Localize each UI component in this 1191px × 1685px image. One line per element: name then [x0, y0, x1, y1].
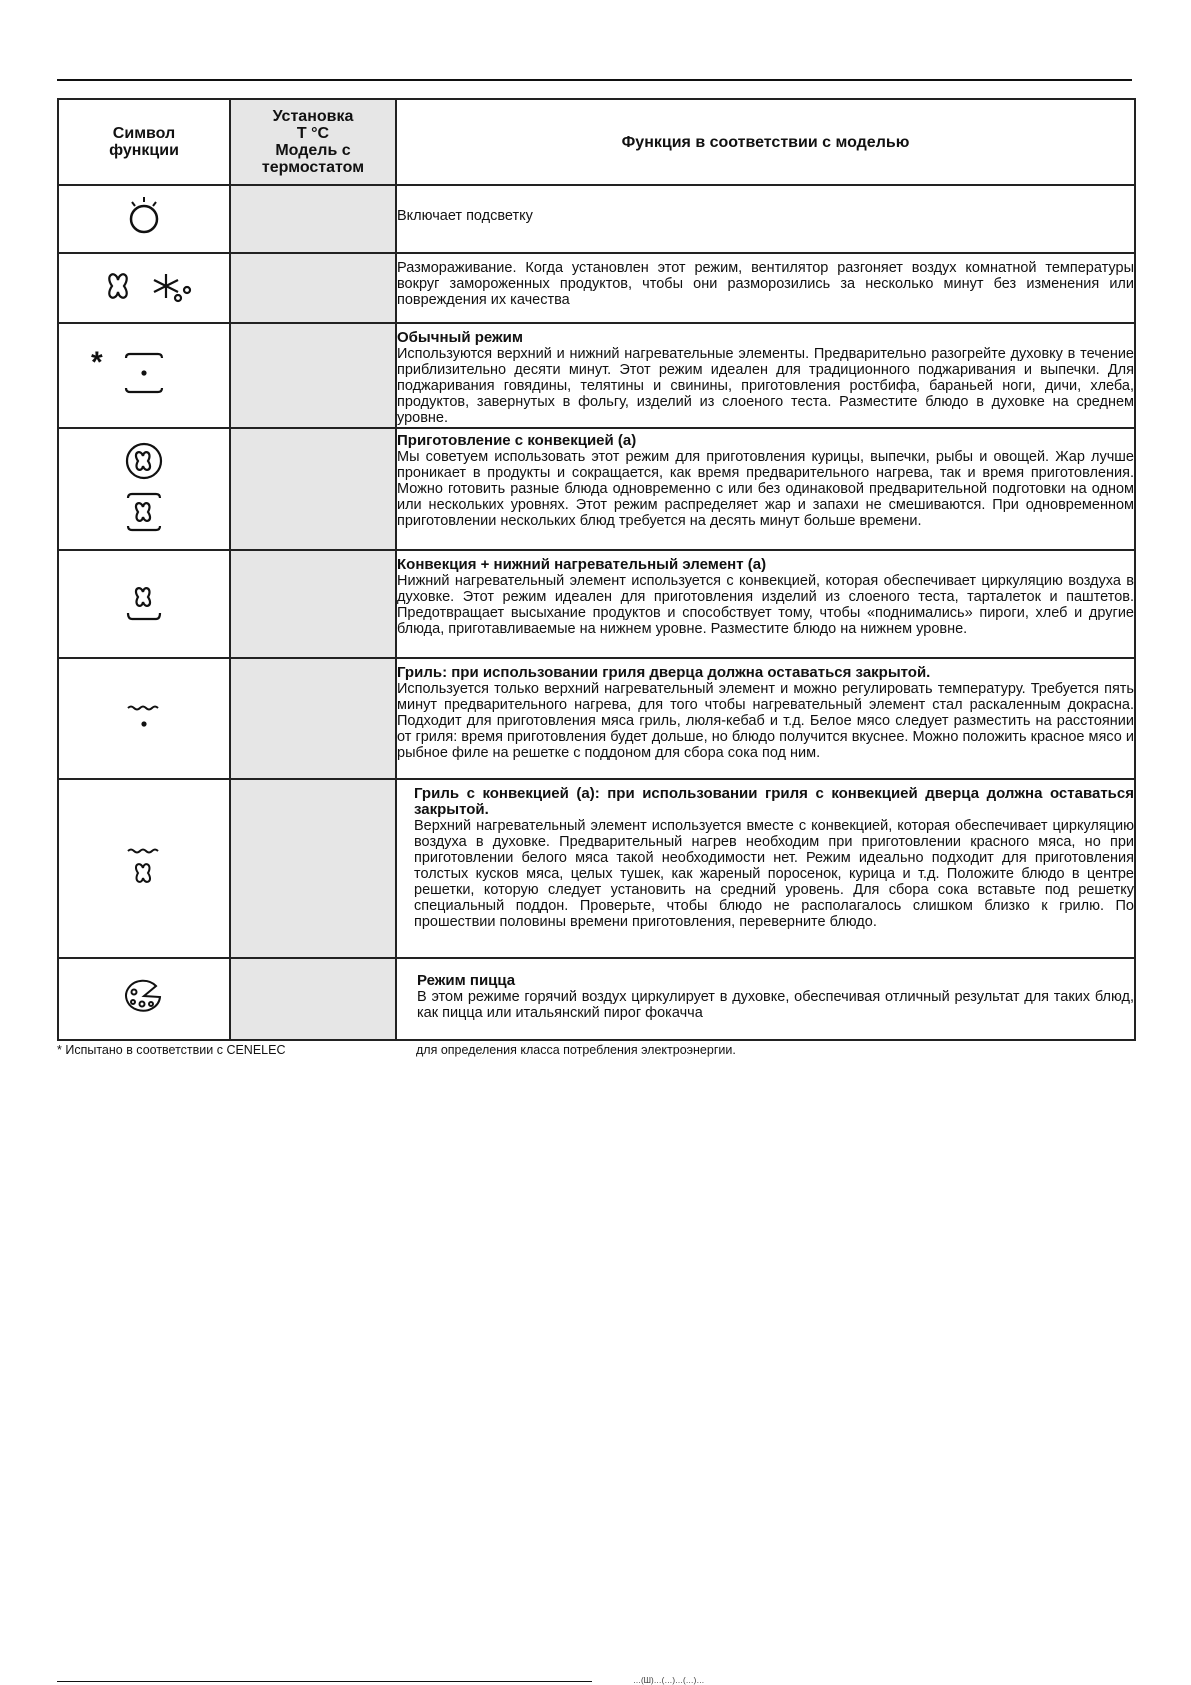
setting-cell [230, 779, 396, 958]
function-text: В этом режиме горячий воздух циркулирует в духовке, обеспечивая отличный результат для таких блюд, как пицца или итальянский пирог фокачча [417, 989, 1134, 1021]
function-title: Гриль: при использовании гриля дверца должна оставаться закрытой. [397, 664, 931, 681]
footnote-right: для определения класса потребления электроэнергии. [416, 1043, 736, 1057]
footnote-left: * Испытано в соответствии с CENELEC [57, 1043, 286, 1057]
asterisk-mark: * [91, 346, 103, 379]
function-title: Приготовление с конвекцией (a) [397, 432, 637, 449]
symbol-cell [58, 658, 230, 779]
function-cell [396, 550, 1135, 658]
fan-grill-icon [122, 841, 166, 891]
function-text: Размораживание. Когда установлен этот режим, вентилятор разгоняет воздух комнатной температуры вокруг замороженных продуктов, чтобы они разморозились за несколько минут без изменения или повреждения их качества [397, 260, 1134, 308]
symbol-cell [58, 323, 230, 428]
oven-modes-table [57, 98, 1136, 1041]
symbol-cell [58, 253, 230, 323]
function-title: Конвекция + нижний нагревательный элемент (a) [397, 556, 767, 573]
table-row [58, 779, 1135, 958]
pizza-icon [122, 977, 166, 1017]
page-bottom-text: …(Ш)…(…)…(…)… [633, 1676, 705, 1685]
function-cell [396, 185, 1135, 253]
function-text: Используется только верхний нагревательный элемент и можно регулировать температуру. Требуется пять минут предварительного нагрева, для того чтобы нагревательный элемент стал раскаленным докрасна. Подходит для приготовления мяса гриль, люля-кебаб и т.д. Белое мясо следует разместить на расстоянии от гриля: время приготовления будет дольше, но блюдо получится вкуснее. Можно положить красное мясо и рыбное филе на решетке с поддоном для сбора сока под ним. [397, 681, 1134, 761]
convection-icon [122, 437, 166, 537]
table-row [58, 658, 1135, 779]
function-text: Мы советуем использовать этот режим для приготовления курицы, выпечки, рыбы и овощей. Жар лучше проникает в продукты и сокращается, как время предварительного нагрева, так и время приготовления. Можно готовить разные блюда одновременно с или без одинаковой предварительной подготовки на одном или нескольких уровнях. Этот режим распределяет жар и запахи не смешиваются. При одновременном приготовлении нескольких блюд требуется на десять минут больше времени. [397, 449, 1134, 529]
convection-bottom-icon [122, 577, 166, 627]
setting-cell [230, 658, 396, 779]
symbol-cell [58, 428, 230, 550]
setting-cell [230, 185, 396, 253]
function-cell [396, 428, 1135, 550]
table-row [58, 323, 1135, 428]
lamp-icon [124, 195, 164, 239]
setting-cell [230, 428, 396, 550]
function-cell [396, 779, 1135, 958]
function-cell [396, 958, 1135, 1040]
symbol-cell [58, 958, 230, 1040]
symbol-cell [58, 779, 230, 958]
table-row [58, 185, 1135, 253]
setting-cell [230, 253, 396, 323]
function-title: Гриль с конвекцией (a): при использовании гриля с конвекцией дверца должна оставаться закрытой. [414, 785, 1134, 818]
header-symbol: Символ функции [58, 99, 230, 185]
table-row [58, 958, 1135, 1040]
function-cell [396, 253, 1135, 323]
setting-cell [230, 323, 396, 428]
setting-cell [230, 958, 396, 1040]
header-function: Функция в соответствии с моделью [396, 99, 1135, 185]
function-text: Включает подсветку [397, 208, 533, 224]
defrost-icon [94, 266, 194, 306]
table-row [58, 550, 1135, 658]
conventional-icon [122, 349, 166, 397]
function-text: Используются верхний и нижний нагревательные элементы. Предварительно разогрейте духовку в течение приблизительно десяти минут. Этот режим идеален для традиционного поджаривания и выпечки. Для поджаривания говядины, телятины и свинины, приготовления ростбифа, бараньей ноги, дичи, хлеба, продуктов, завернутых в фольгу, изделий из слоеного теста. Разместите блюдо в духовке на среднем уровне. [397, 346, 1134, 426]
function-text: Нижний нагревательный элемент используется с конвекцией, которая обеспечивает циркуляцию воздуха в духовке. Этот режим идеален для приготовления изделий из слоеного теста, тарталеток и паштетов. Предотвращает высыхание продуктов и способствует тому, чтобы «поднимались» пироги, хлеб и другие блюда, приготавливаемые на нижнем уровне. Разместите блюдо на нижнем уровне. [397, 573, 1134, 637]
grill-icon [122, 696, 166, 736]
table-header-row [58, 99, 1135, 185]
function-cell [396, 323, 1135, 428]
table-row [58, 253, 1135, 323]
table-row [58, 428, 1135, 550]
function-title: Режим пицца [417, 972, 516, 989]
function-title: Обычный режим [397, 329, 523, 346]
symbol-cell [58, 185, 230, 253]
bottom-rule [57, 1681, 592, 1682]
symbol-cell [58, 550, 230, 658]
function-cell [396, 658, 1135, 779]
setting-cell [230, 550, 396, 658]
function-text: Верхний нагревательный элемент используется вместе с конвекцией, которая обеспечивает циркуляцию воздуха в духовке. Предварительный нагрев необходим при приготовлении красного мяса, но при приготовлении белого мяса такой необходимости нет. Режим идеально подходит для приготовления толстых кусков мяса, целых тушек, как жареный поросенок, курица и т.д. Положите блюдо в центре решетки, которую следует установить на средний уровень. Для сбора сока вставьте под решетку специальный поддон. Проверьте, чтобы блюдо не располагалось слишком близко к грилю. По прошествии половины времени приготовления, переверните блюдо. [414, 818, 1134, 930]
header-setting: Установка T °C Модель с термостатом [230, 99, 396, 185]
top-rule [57, 79, 1132, 81]
